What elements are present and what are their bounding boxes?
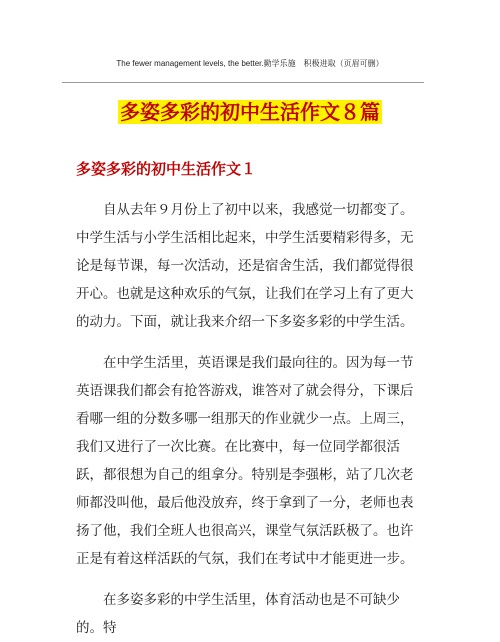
- document-title: [0, 98, 500, 126]
- page-header-text: The fewer management levels, the better.勤学乐施 积极进取（页眉可删）: [116, 59, 384, 68]
- paragraph: 在多姿多彩的中学生活里，体育活动也是不可缺少的。特: [76, 592, 400, 636]
- paragraph: 在中学生活里，英语课是我们最向往的。因为每一节英语课我们都会有抢答游戏，谁答对了就会得分，下课后看哪一组的分数多哪一组那天的作业就少一点。上周三，我们又进行了一次比赛。在比赛中，每一位同学都很活跃，都很想为自己的组拿分。特别是李强彬，站了几次老师都没叫他，最后他没放弃，终于拿到了一分，老师也表扬了他，我们全班人也很高兴，课堂气氛活跃极了。也许正是有着这样活跃的气氛，我们在考试中才能更进一步。: [76, 355, 414, 567]
- paragraph: 自从去年９月份上了初中以来，我感觉一切都变了。中学生活与小学生活相比起来，中学生活要精彩得多，无论是每节课，每一次活动，还是宿舍生活，我们都觉得很开心。也就是这种欢乐的气氛，让我们在学习上有了更大的动力。下面，就让我来介绍一下多姿多彩的中学生活。: [76, 202, 414, 330]
- header-divider: [62, 82, 424, 83]
- document-body: [76, 196, 422, 642]
- document-title-text: 多姿多彩的初中生活作文８篇: [120, 100, 380, 124]
- section-heading: 多姿多彩的初中生活作文１: [76, 160, 257, 178]
